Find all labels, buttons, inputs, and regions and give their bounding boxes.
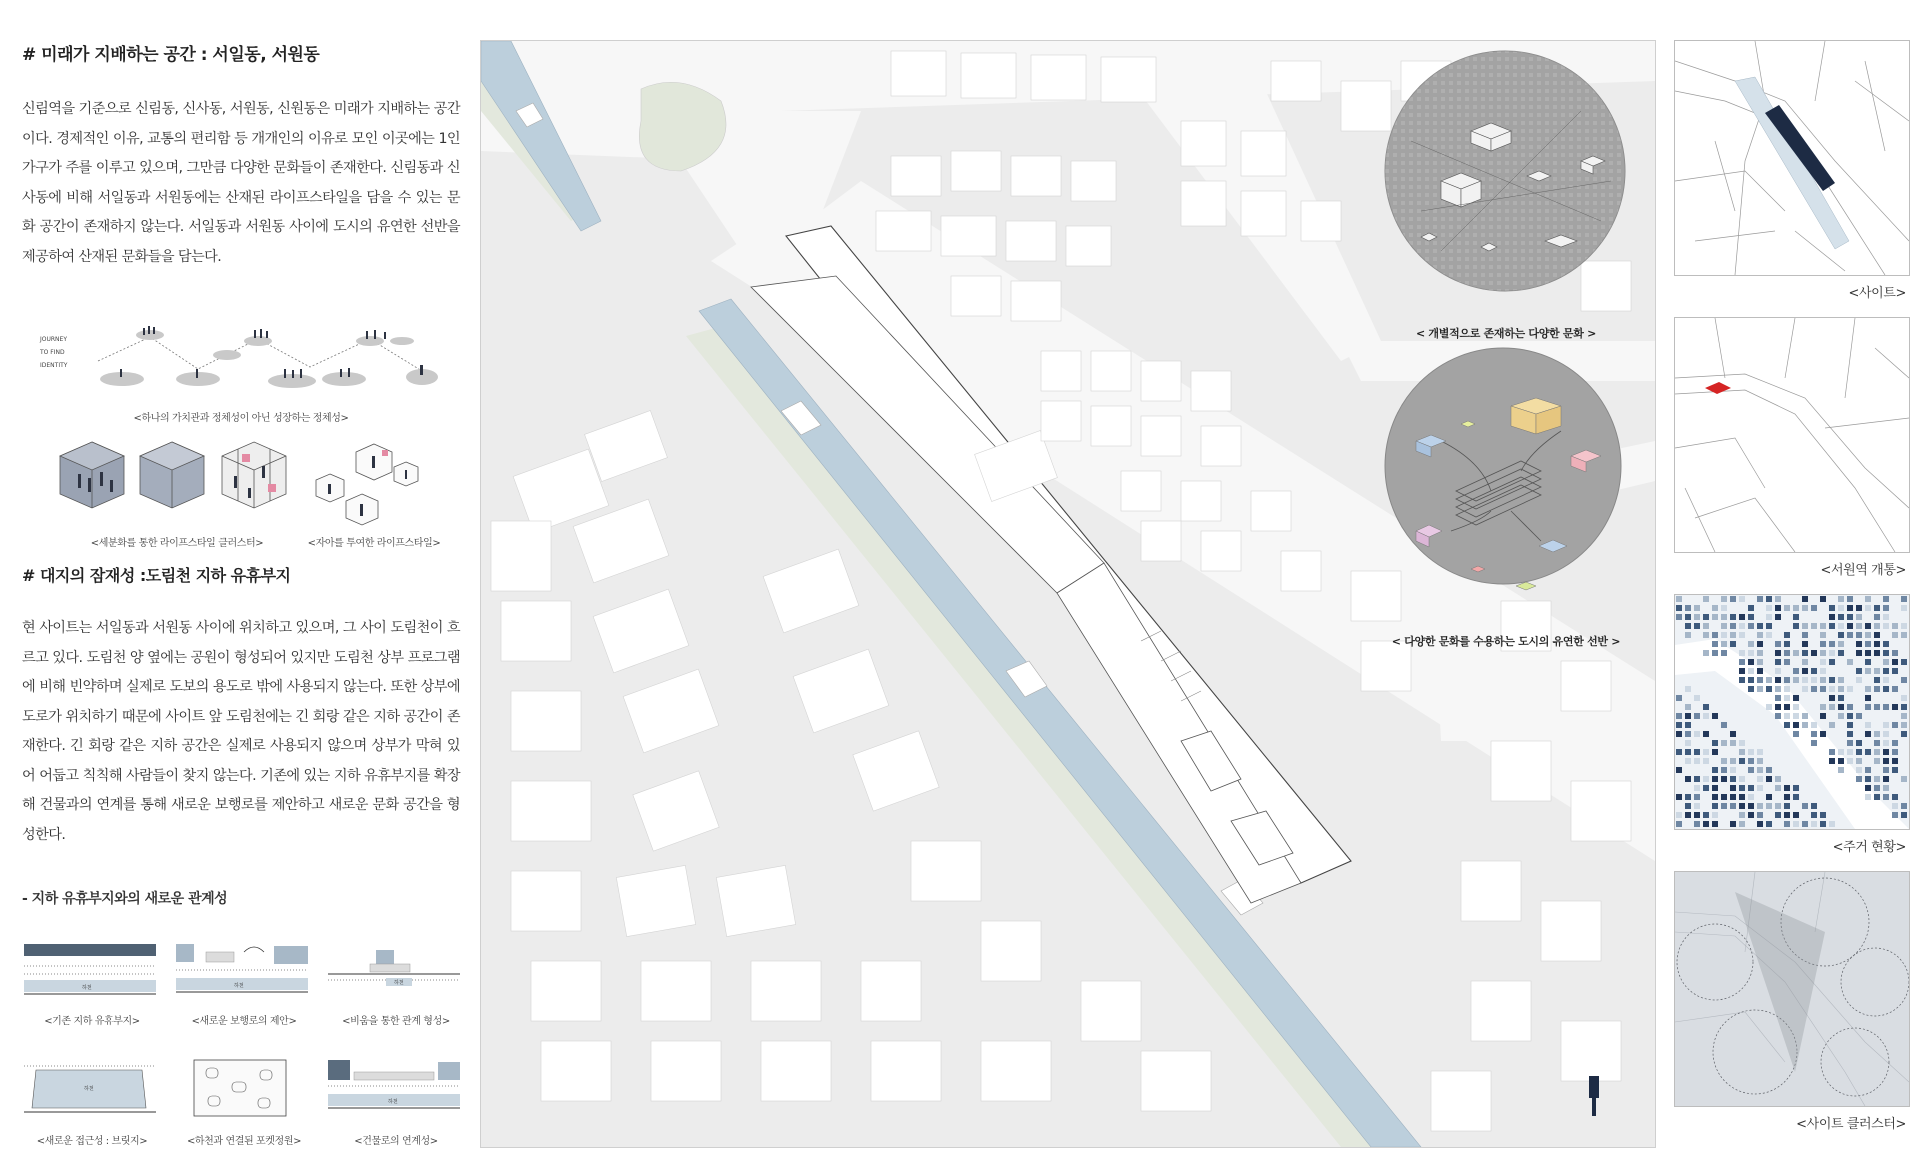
housing-map-panel: [1674, 594, 1910, 830]
circle2-caption: < 다양한 문화를 수용하는 도시의 유연한 선반 >: [1391, 635, 1621, 648]
self-lifestyle-caption: <자아를 투여한 라이프스타일>: [307, 538, 441, 549]
lifestyle-diagram: [22, 436, 460, 548]
lifestyle-diagram-svg: [22, 436, 460, 528]
section2-title: # 대지의 잠재성 :도림천 지하 유휴부지: [22, 566, 291, 585]
section2-body: 현 사이트는 서일동과 서원동 사이에 위치하고 있으며, 그 사이 도림천이 흐르고 있다. 도림천 양 옆에는 공원이 형성되어 있지만 도림천 상부 프로그램에 비해 빈약하며 실제로 도보의 용도로 밖에 사용되지 않는다. 또한 상부에 도로가 위치하기 때문에 사이트 앞 도림천에는 긴 회랑 같은 지하 공간이 존재한다. 긴 회랑 같은 지하 공간은 실제로 사용되지 않으며 상부가 막혀 있어 어둡고 칙칙해 사람들이 찾지 않는다. 기존에 있는 지하 유휴부지를 확장해 건물과의 연계를 통해 새로운 보행로를 제안하고 새로운 문화 공간을 형성한다.: [22, 620, 460, 843]
identity-diagram: [22, 325, 460, 424]
section-diagram-6-caption: <건물로의 연계성>: [354, 1136, 438, 1147]
identity-diagram-caption: <하나의 가치관과 정체성이 아닌 성장하는 정체성>: [133, 413, 349, 424]
section1-title: # 미래가 지배하는 공간 : 서일동, 서원동: [22, 45, 320, 65]
svg-text:하천: 하천: [84, 1086, 94, 1092]
cluster-map-panel: [1674, 871, 1910, 1107]
circle1-caption: < 개별적으로 존재하는 다양한 문화 >: [1415, 327, 1597, 340]
section-diagram-3-caption: <비움을 통한 관계 형성>: [342, 1016, 450, 1027]
svg-text:하천: 하천: [388, 1099, 398, 1105]
section-diagrams: [22, 940, 466, 1150]
cluster-map-caption: <사이트 클러스터>: [1796, 1117, 1906, 1132]
culture-circle-1: [1385, 51, 1625, 291]
section-diagram-5-caption: <하천과 연결된 포켓정원>: [186, 1136, 302, 1147]
svg-text:하천: 하천: [82, 985, 92, 991]
section-diagram-2: [174, 940, 314, 1028]
journey-label: JOURNEY: [40, 336, 67, 343]
site-map-panel: [1674, 40, 1910, 276]
site-plan: [480, 40, 1656, 1148]
identity-diagram-svg: [22, 325, 460, 421]
svg-text:하천: 하천: [394, 980, 404, 986]
section-diagram-1: [22, 940, 162, 1028]
section-diagram-1-caption: <기존 지하 유휴부지>: [44, 1016, 140, 1027]
identity-label: IDENTITY: [40, 362, 68, 369]
station-map-caption: <서원역 개통>: [1820, 563, 1906, 578]
site-map-caption: <사이트>: [1848, 286, 1906, 301]
housing-map-caption: <주거 현황>: [1832, 840, 1906, 855]
section-diagram-2-caption: <새로운 보행로의 제안>: [191, 1016, 297, 1027]
cluster-caption: <세분화를 통한 라이프스타일 클러스터>: [90, 538, 264, 549]
svg-text:하천: 하천: [234, 983, 244, 989]
section-diagram-4: [22, 1058, 162, 1148]
section-diagram-6: [326, 1058, 466, 1148]
station-map-panel: [1674, 317, 1910, 553]
subsection-title: - 지하 유휴부지와의 새로운 관계성: [22, 891, 228, 907]
section1-body: 신림역을 기준으로 신림동, 신사동, 서원동, 신원동은 미래가 지배하는 공간이다. 경제적인 이유, 교통의 편리함 등 개개인의 이유로 모인 이곳에는 1인 가구가 주를 이루고 있으며, 그만큼 다양한 문화들이 존재한다. 신림동과 신사동에 비해 서일동과 서원동에는 산재된 라이프스타일을 담을 수 있는 문화 공간이 존재하지 않는다. 서일동과 서원동 사이에 도시의 유연한 선반을 제공하여 산재된 문화들을 담는다.: [22, 101, 460, 265]
section-diagram-5: [174, 1058, 314, 1148]
section-diagram-4-caption: <새로운 접근성 : 브릿지>: [36, 1136, 148, 1147]
site-plan-svg: [481, 41, 1655, 1147]
section-diagram-3: [326, 940, 466, 1028]
left-column: [22, 40, 460, 272]
to-find-label: TO FIND: [40, 349, 65, 356]
